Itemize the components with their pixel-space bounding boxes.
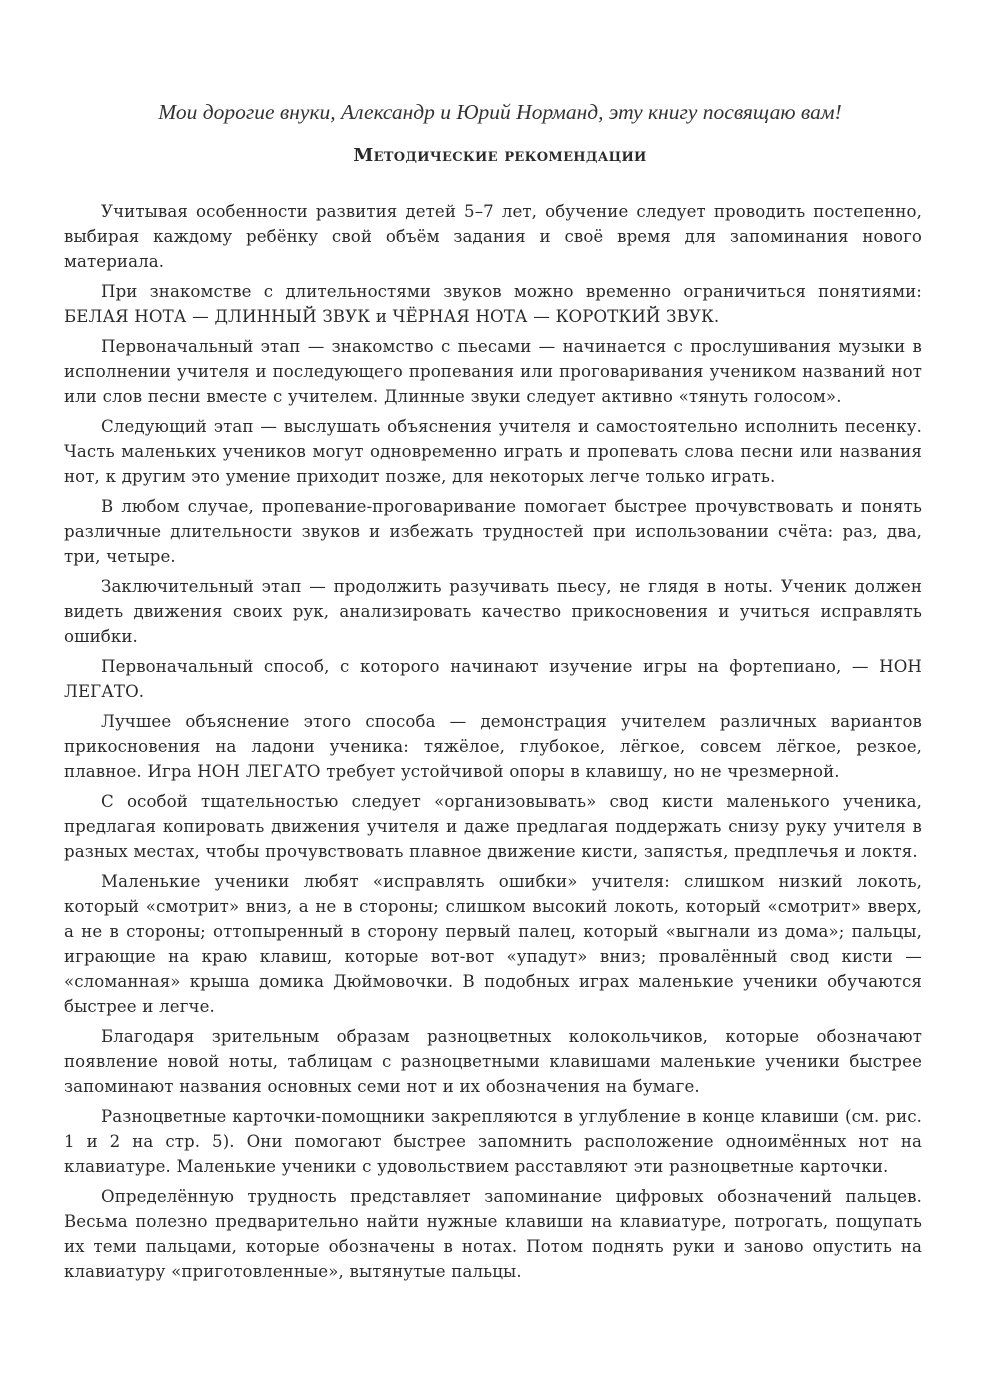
paragraph: Следующий этап — выслушать объяснения учителя и самостоятельно исполнить песенку. Часть маленьких учеников могут одновременно играть и пропевать слова песни или названия нот, к другим это умение приходит позже, для некоторых легче только играть. [64,417,922,486]
paragraph: Первоначальный этап — знакомство с пьесами — начинается с прослушивания музыки в исполнении учителя и последующего пропевания или проговаривания учеником названий нот или слов песни вместе с учителем. Длинные звуки следует активно «тянуть голосом». [64,337,922,406]
dedication: Мои дорогие внуки, Александр и Юрий Норманд, эту книгу посвящаю вам! [158,100,842,124]
body-text [64,199,922,1289]
paragraph: Благодаря зрительным образам разноцветных колокольчиков, которые обозначают появление новой ноты, таблицам с разноцветными клавишами маленькие ученики быстрее запоминают названия основных семи нот и их обозначения на бумаге. [64,1027,922,1096]
paragraph: Маленькие ученики любят «исправлять ошибки» учителя: слишком низкий локоть, который «смотрит» вниз, а не в стороны; слишком высокий локоть, который «смотрит» вверх, а не в стороны; оттопыренный в сторону первый палец, который «выгнали из дома»; пальцы, играющие на краю клавиш, которые вот-вот «упадут» вниз; провалённый свод кисти — «сломанная» крыша домика Дюймовочки. В подобных играх маленькие ученики обучаются быстрее и легче. [64,872,922,1016]
page-title: Методические рекомендации [353,145,647,166]
paragraph: Лучшее объяснение этого способа — демонстрация учителем различных вариантов прикосновения на ладони ученика: тяжёлое, глубокое, лёгкое, совсем лёгкое, резкое, плавное. Игра НОН ЛЕГАТО требует устойчивой опоры в клавишу, но не чрезмерной. [64,712,922,781]
paragraph: При знакомстве с длительностями звуков можно временно ограничиться понятиями: БЕЛАЯ НОТА — ДЛИННЫЙ ЗВУК и ЧЁРНАЯ НОТА — КОРОТКИЙ ЗВУК. [64,282,922,326]
paragraph: Учитывая особенности развития детей 5–7 лет, обучение следует проводить постепенно, выбирая каждому ребёнку свой объём задания и своё время для запоминания нового материала. [64,202,922,271]
paragraph: В любом случае, пропевание-проговаривание помогает быстрее прочувствовать и понять различные длительности звуков и избежать трудностей при использовании счёта: раз, два, три, четыре. [64,497,922,566]
paragraph: Разноцветные карточки-помощники закрепляются в углубление в конце клавиши (см. рис. 1 и 2 на стр. 5). Они помогают быстрее запомнить расположение одноимённых нот на клавиатуре. Маленькие ученики с удовольствием расставляют эти разноцветные карточки. [64,1107,922,1176]
paragraph: Заключительный этап — продолжить разучивать пьесу, не глядя в ноты. Ученик должен видеть движения своих рук, анализировать качество прикосновения и учиться исправлять ошибки. [64,577,922,646]
paragraph: Определённую трудность представляет запоминание цифровых обозначений пальцев. Весьма полезно предварительно найти нужные клавиши на клавиатуре, потрогать, пощупать их теми пальцами, которые обозначены в нотах. Потом поднять руки и заново опустить на клавиатуру «приготовленные», вытянутые пальцы. [64,1187,922,1281]
paragraph: Первоначальный способ, с которого начинают изучение игры на фортепиано, — НОН ЛЕГАТО. [64,657,922,701]
paragraph: С особой тщательностью следует «организовывать» свод кисти маленького ученика, предлагая копировать движения учителя и даже предлагая поддержать снизу руку учителя в разных местах, чтобы прочувствовать плавное движение кисти, запястья, предплечья и локтя. [64,792,922,861]
